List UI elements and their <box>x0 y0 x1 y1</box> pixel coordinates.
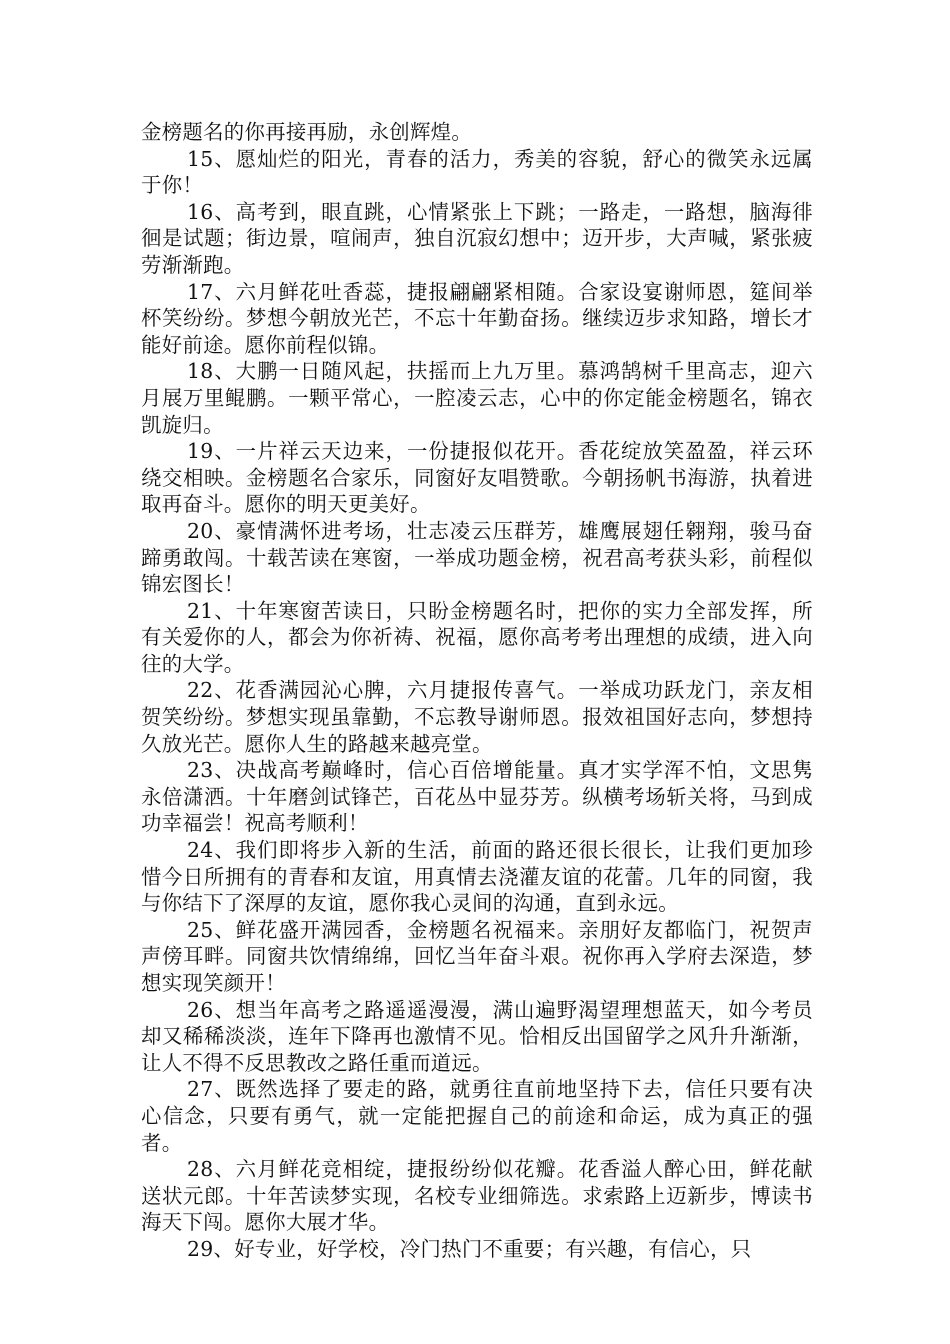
paragraph-25: 25、鲜花盛开满园香，金榜题名祝福来。亲朋好友都临门，祝贺声声傍耳畔。同窗共饮情绵绵，回忆当年奋斗艰。祝你再入学府去深造，梦想实现笑颜开！ <box>141 917 813 995</box>
paragraph-20: 20、豪情满怀进考场，壮志凌云压群芳，雄鹰展翅任翱翔，骏马奋蹄勇敢闯。十载苦读在寒窗，一举成功题金榜，祝君高考获头彩，前程似锦宏图长！ <box>141 518 813 597</box>
paragraph-23: 23、决战高考巅峰时，信心百倍增能量。真才实学浑不怕，文思隽永倍潇洒。十年磨剑试锋芒，百花丛中显芬芳。纵横考场斩关将，马到成功幸福尝！祝高考顺利！ <box>141 758 813 836</box>
paragraph-26: 26、想当年高考之路遥遥漫漫，满山遍野渴望理想蓝天，如今考员却又稀稀淡淡，连年下降再也激情不见。恰相反出国留学之风升升渐渐，让人不得不反思教改之路任重而道远。 <box>141 997 813 1075</box>
paragraph-15: 15、愿灿烂的阳光，青春的活力，秀美的容貌，舒心的微笑永远属于你！ <box>141 146 813 198</box>
paragraph-21: 21、十年寒窗苦读日，只盼金榜题名时，把你的实力全部发挥，所有关爱你的人，都会为你祈祷、祝福，愿你高考考出理想的成绩，进入向往的大学。 <box>141 598 813 676</box>
paragraph-29: 29、好专业，好学校，冷门热门不重要；有兴趣，有信心，只 <box>187 1236 752 1261</box>
paragraph-17: 17、六月鲜花吐香蕊，捷报翩翩紧相随。合家设宴谢师恩，筵间举杯笑纷纷。梦想今朝放光芒，不忘十年勤奋扬。继续迈步求知路，增长才能好前途。愿你前程似锦。 <box>141 279 813 357</box>
paragraph-27: 27、既然选择了要走的路，就勇往直前地坚持下去，信任只要有决心信念，只要有勇气，就一定能把握自己的前途和命运，成为真正的强者。 <box>141 1077 813 1155</box>
paragraph-18: 18、大鹏一日随风起，扶摇而上九万里。慕鸿鹄树千里高志，迎六月展万里鲲鹏。一颗平常心，一腔凌云志，心中的你定能金榜题名，锦衣凯旋归。 <box>141 359 813 437</box>
paragraph-28: 28、六月鲜花竞相绽，捷报纷纷似花瓣。花香溢人醉心田，鲜花献送状元郎。十年苦读梦实现，名校专业细筛选。求索路上迈新步，博读书海天下闯。愿你大展才华。 <box>141 1157 813 1235</box>
document-body <box>141 119 813 1263</box>
paragraph-16: 16、高考到，眼直跳，心情紧张上下跳；一路走，一路想，脑海徘徊是试题；街边景，喧闹声，独自沉寂幻想中；迈开步，大声喊，紧张疲劳渐渐跑。 <box>141 199 813 277</box>
paragraph-24: 24、我们即将步入新的生活，前面的路还很长很长，让我们更加珍惜今日所拥有的青春和友谊，用真情去浇灌友谊的花蕾。几年的同窗，我与你结下了深厚的友谊，愿你我心灵间的沟通，直到永远。 <box>141 838 813 916</box>
paragraph-19: 19、一片祥云天边来，一份捷报似花开。香花绽放笑盈盈，祥云环绕交相映。金榜题名合家乐，同窗好友唱赞歌。今朝扬帆书海游，执着进取再奋斗。愿你的明天更美好。 <box>141 439 813 517</box>
paragraph-continuation: 金榜题名的你再接再励，永创辉煌。 <box>141 120 473 144</box>
paragraph-22: 22、花香满园沁心脾，六月捷报传喜气。一举成功跃龙门，亲友相贺笑纷纷。梦想实现虽靠勤，不忘教导谢师恩。报效祖国好志向，梦想持久放光芒。愿你人生的路越来越亮堂。 <box>141 678 813 756</box>
